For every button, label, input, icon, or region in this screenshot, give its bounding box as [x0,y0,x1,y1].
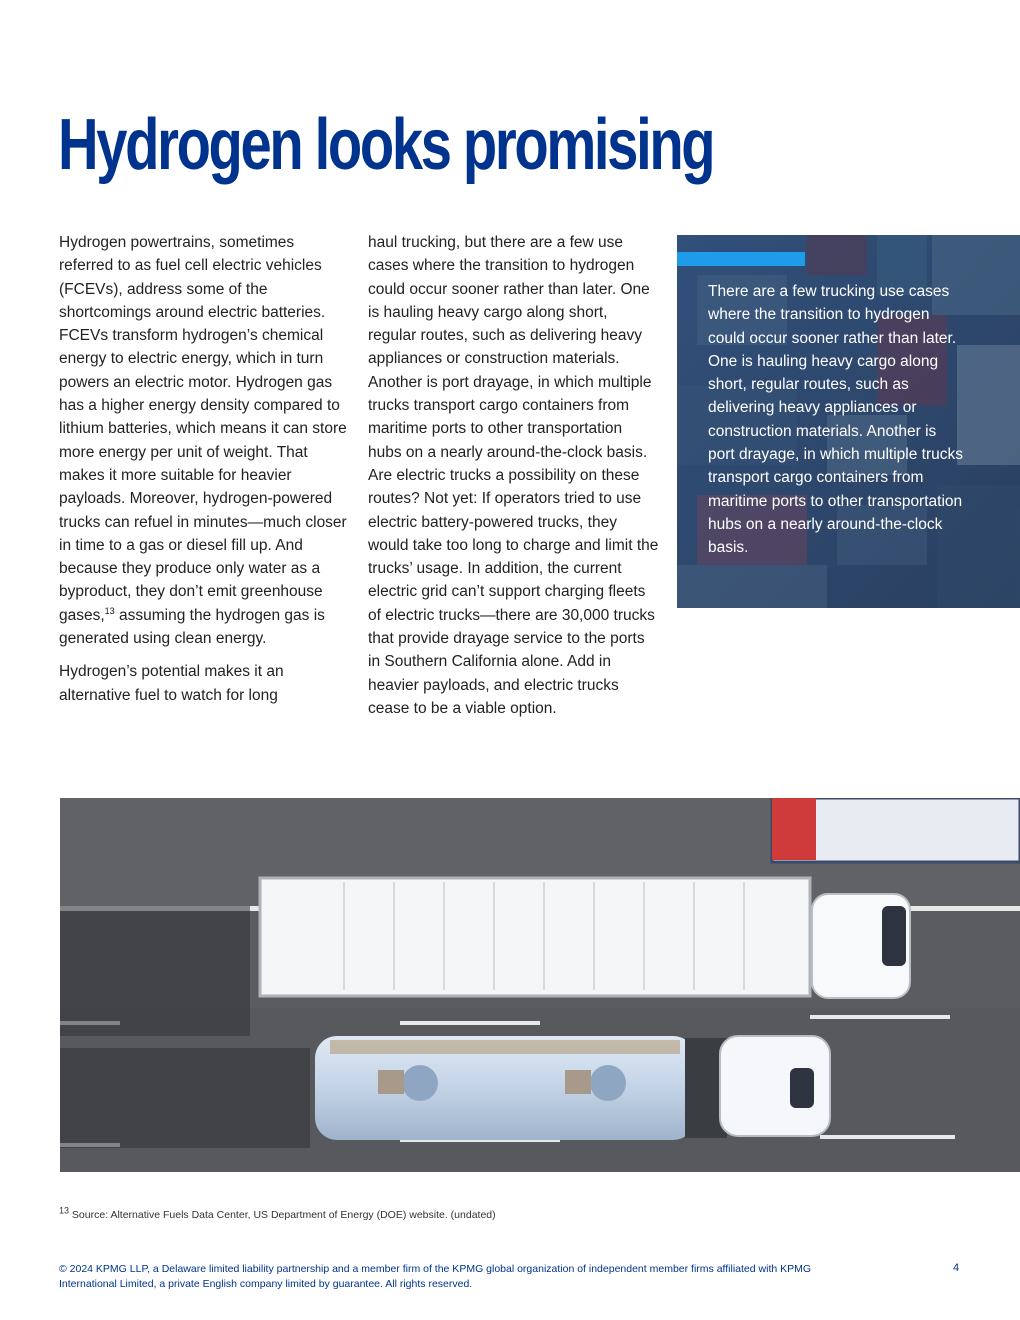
body-column-1 [59,231,351,717]
footnote-text: Source: Alternative Fuels Data Center, US Department of Energy (DOE) website. (undated) [69,1209,496,1221]
accent-bar [677,252,805,266]
body-column-2 [368,231,660,730]
paragraph [59,231,351,650]
page-title: Hydrogen looks promising [58,105,714,185]
paragraph-text: Hydrogen powertrains, sometimes referred to as fuel cell electric vehicles (FCEVs), address some of the shortcomings around electric batteries. FCEVs transform hydrogen’s chemical energy to electric energy, which in turn powers an electric motor. Hydrogen gas has a higher energy density compared to lithium batteries, which means it can store more energy per unit of weight. That makes it more suitable for heavier payloads. Moreover, hydrogen-powered trucks can refuel in minutes—much closer in time to a gas or diesel fill up. And because they produce only water as a byproduct, they don’t emit greenhouse gases, [59,234,347,624]
trucks-aerial-illustration [60,798,1020,1172]
footnote-reference[interactable]: 13 [104,605,115,616]
callout-box [677,235,1020,608]
copyright-notice: © 2024 KPMG LLP, a Delaware limited liability partnership and a member firm of the KPMG global organization of independent member firms affiliated with KPMG International Limited, a private English company limited by guarantee. All rights reserved. [59,1263,812,1290]
paragraph-text: assuming the hydrogen gas is generated using clean energy. [59,606,325,648]
footnote [59,1205,496,1221]
trucks-on-highway-photo [60,798,1020,1172]
paragraph: Hydrogen’s potential makes it an alternative fuel to watch for long [59,663,284,704]
callout-text: There are a few trucking use cases where the transition to hydrogen could occur sooner rather than later. One is hauling heavy cargo along short, regular routes, such as delivering heavy appliances or construction materials. Another is port drayage, in which multiple trucks transport cargo containers from maritime ports to other transportation hubs on a nearly around-the-clock basis. [708,283,964,557]
footnote-marker: 13 [59,1205,70,1216]
paragraph: haul trucking, but there are a few use cases where the transition to hydrogen could occur sooner rather than later. One is hauling heavy cargo along short, regular routes, such as delivering heavy appliances or construction materials. Another is port drayage, in which multiple trucks transport cargo containers from maritime ports to other transportation hubs on a nearly around-the-clock basis. Are electric trucks a possibility on these routes? Not yet: If operators tried to use electric battery-powered trucks, they would take too long to charge and limit the trucks’ usage. In addition, the current electric grid can’t support charging fleets of electric trucks—there are 30,000 trucks that provide drayage service to the ports in Southern California alone. Add in heavier payloads, and electric trucks cease to be a viable option. [368,234,659,717]
page-number: 4 [953,1262,960,1274]
